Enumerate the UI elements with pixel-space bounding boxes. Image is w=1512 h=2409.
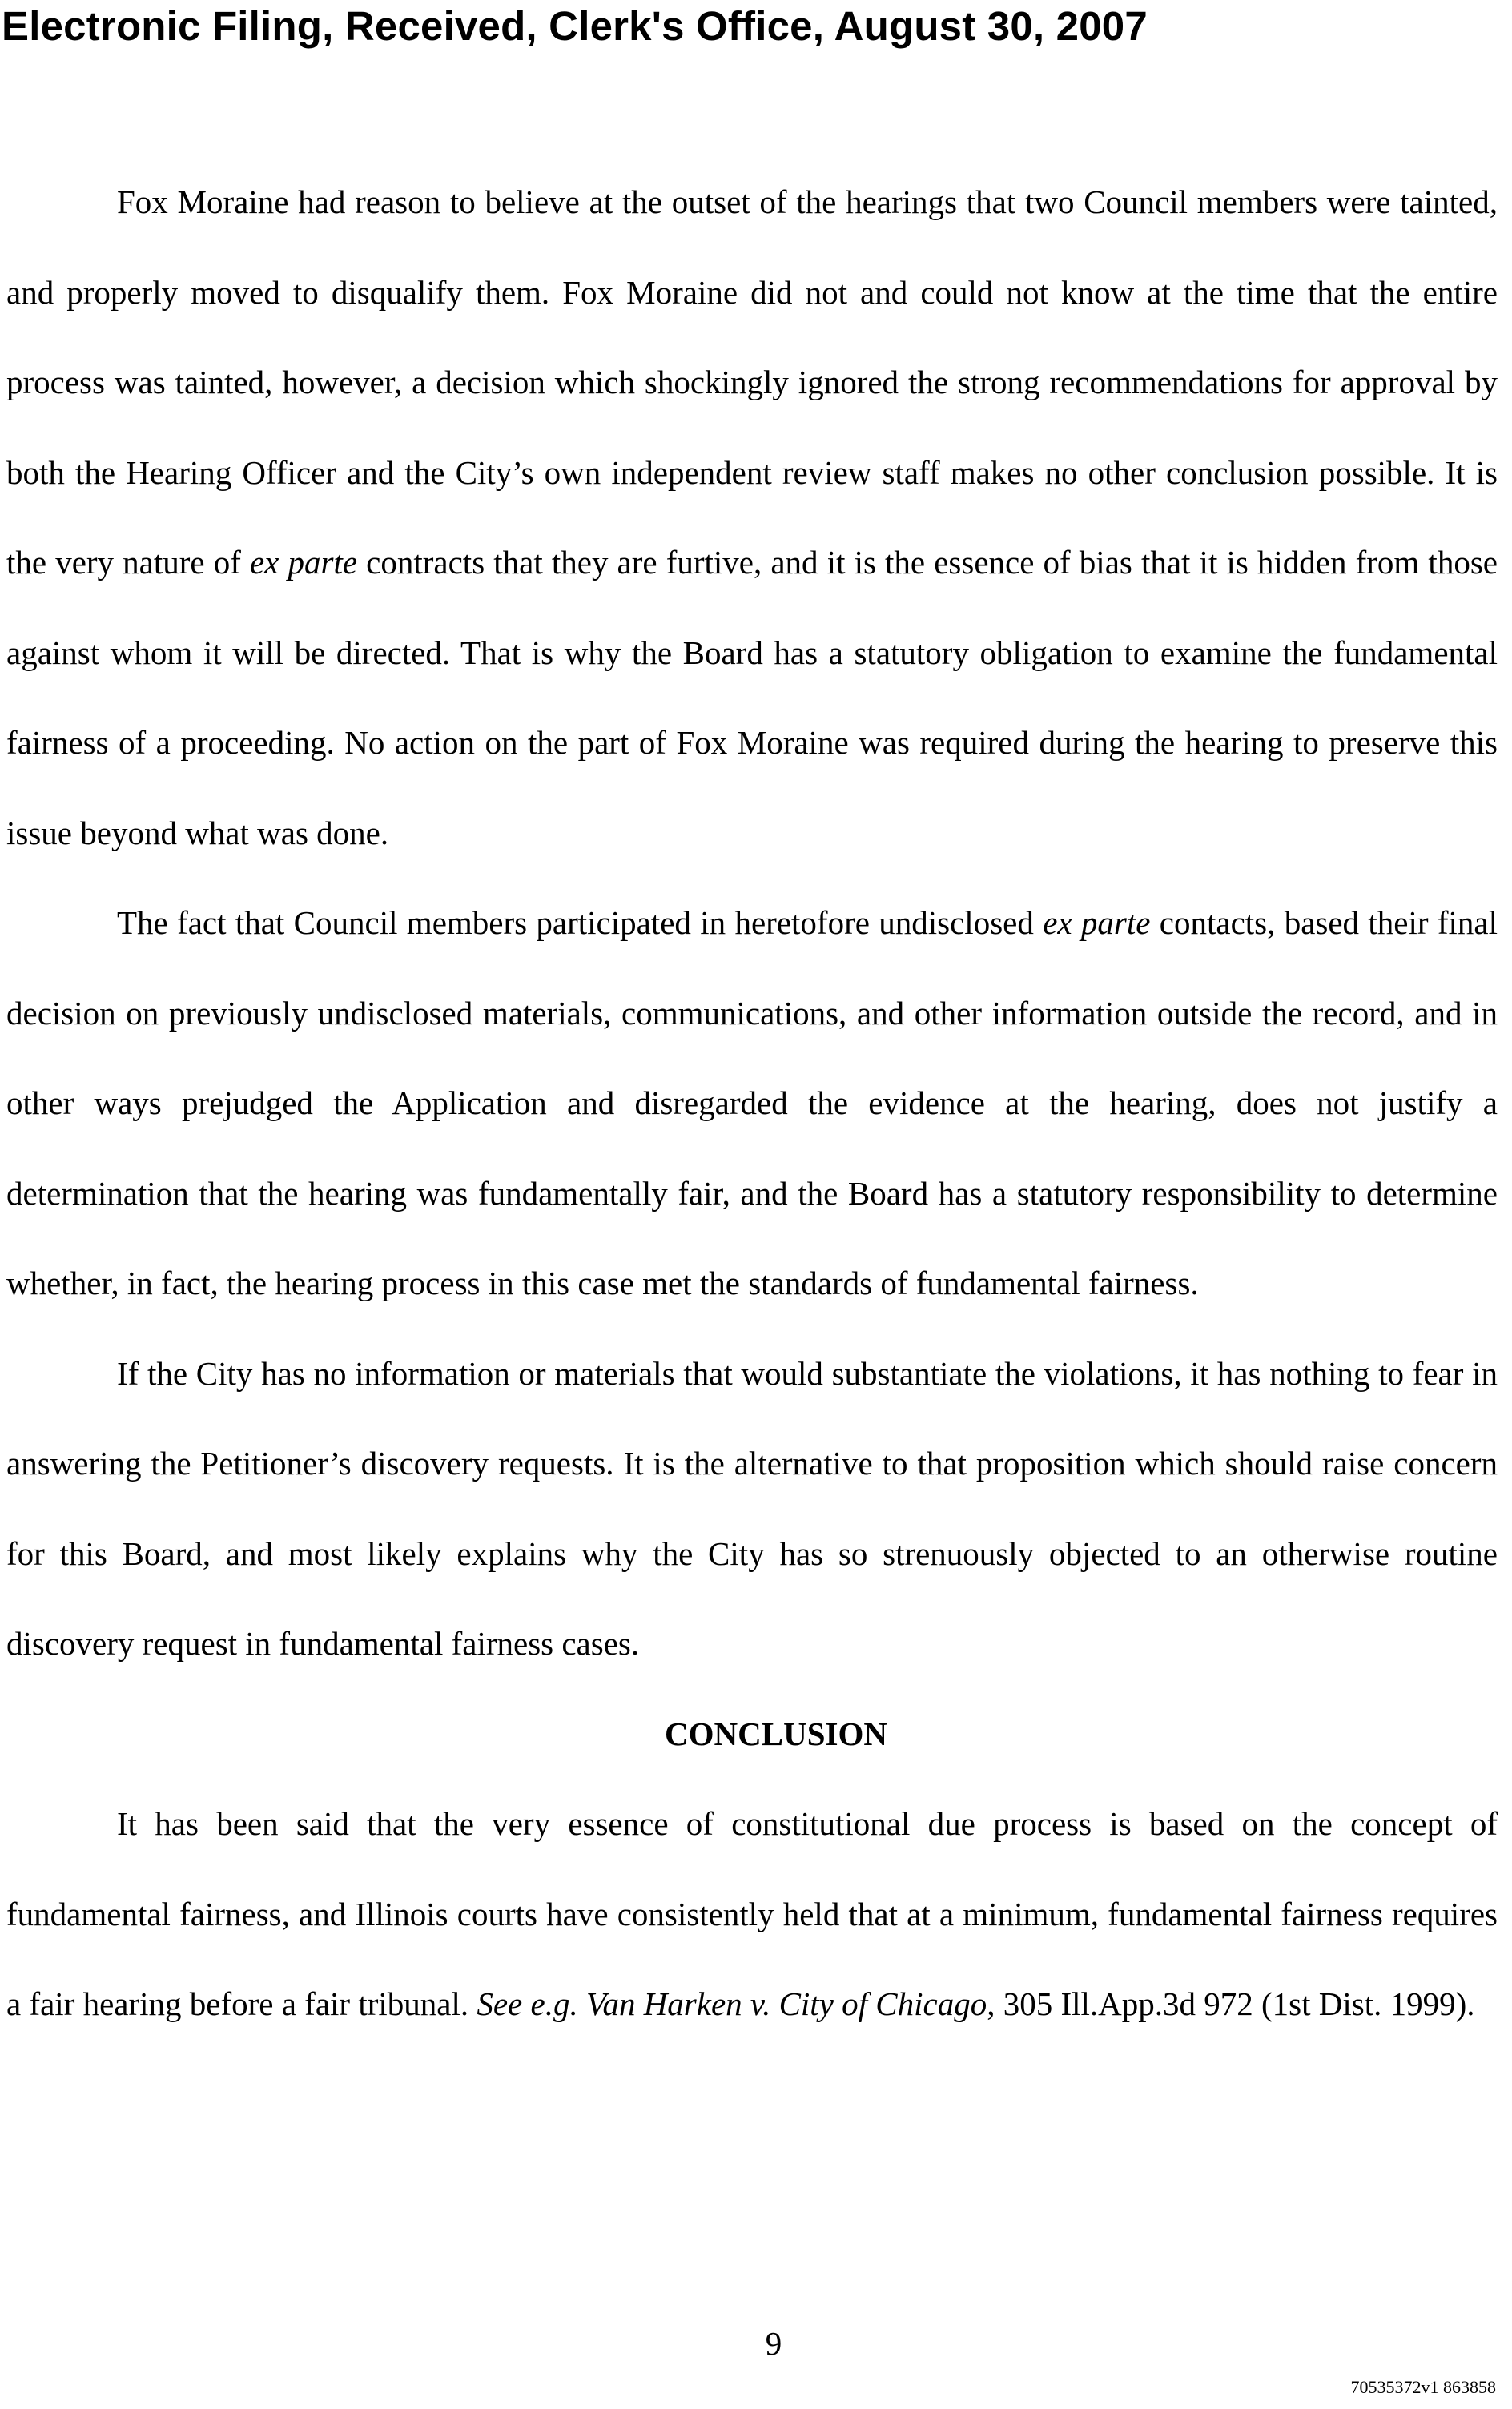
paragraph-2-text-after: contacts, based their final decision on previously undisclosed materials, communications, and other information outside the record, and in other ways prejudged the Application and disregarded the evidence at the hearing, does not justify a determination that the hearing was fundamentally fair, and the Board has a statutory responsibility to determine whether, in fact, the hearing process in this case met the standards of fundamental fairness. [6,904,1498,1301]
paragraph-1-text-after: contracts that they are furtive, and it is the essence of bias that it is hidden from those against whom it will be directed. That is why the Board has a statutory obligation to examine the fundamental fairness of a proceeding. No action on the part of Fox Moraine was required during the hearing to preserve this issue beyond what was done. [6,544,1498,851]
document-body [6,157,1498,2049]
paragraph-1-emphasis: ex parte [249,544,358,581]
conclusion-citation-tail: , 305 Ill.App.3d 972 (1st Dist. 1999). [987,1985,1475,2022]
paragraph-1 [6,157,1498,878]
document-id: 70535372v1 863858 [1350,2377,1496,2397]
paragraph-2 [6,878,1498,1329]
paragraph-1-text: Fox Moraine had reason to believe at the outset of the hearings that two Council members were tainted, and properly moved to disqualify them. Fox Moraine did not and could not know at the time that the entire process was tainted, however, a decision which shockingly ignored the strong recommendations for approval by both the Hearing Officer and the City’s own independent review staff makes no other conclusion possible. It is the very nature of [6,183,1498,581]
conclusion-text: It has been said that the very essence of constitutional due process is based on the concept of fundamental fairness, and Illinois courts have consistently held that at a minimum, fundamental fairness requires a fair hearing before a fair tribunal. [6,1805,1498,2022]
paragraph-3 [6,1329,1498,1689]
conclusion-heading: CONCLUSION [665,1715,887,1752]
conclusion-citation-signal: See e.g. Van Harken v. City of Chicago [477,1985,987,2022]
filing-stamp-header: Electronic Filing, Received, Clerk's Office, August 30, 2007 [2,3,1148,49]
page-number: 9 [765,2325,782,2362]
conclusion-paragraph [6,1779,1498,2049]
paragraph-2-text: The fact that Council members participated in heretofore undisclosed [117,904,1044,941]
paragraph-2-emphasis: ex parte [1043,904,1151,941]
paragraph-3-text: If the City has no information or materials that would substantiate the violations, it has nothing to fear in answering the Petitioner’s discovery requests. It is the alternative to that proposition which should raise concern for this Board, and most likely explains why the City has so strenuously objected to an otherwise routine discovery request in fundamental fairness cases. [6,1354,1498,1662]
